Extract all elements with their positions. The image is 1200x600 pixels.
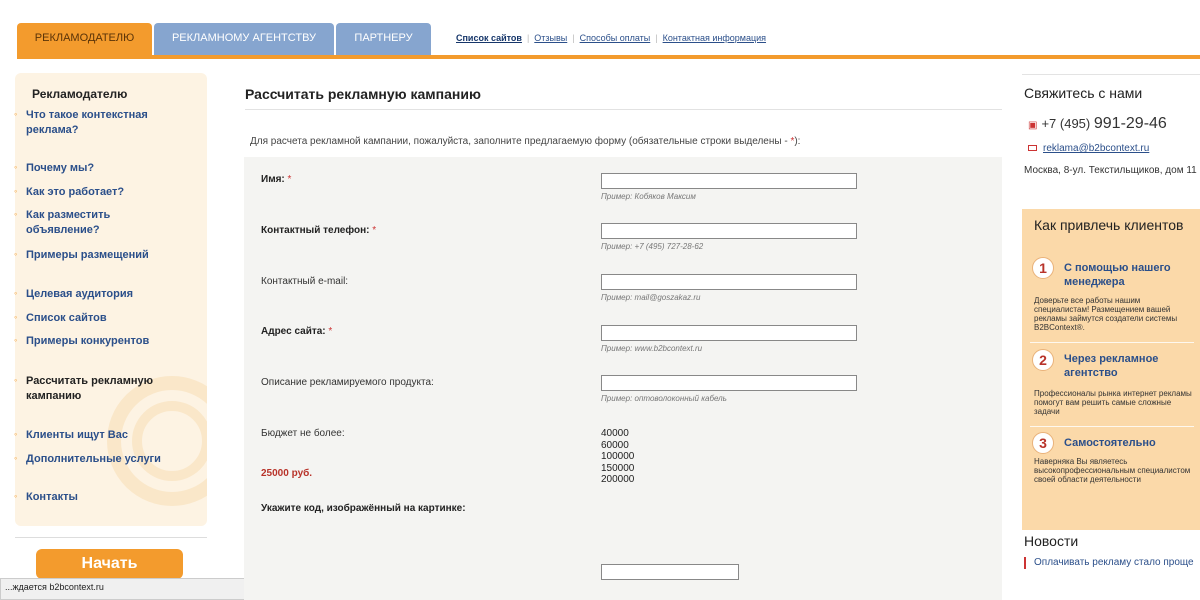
label-text: Контактный телефон — [261, 225, 367, 236]
step-number-icon: 1 — [1032, 257, 1054, 279]
sidebar-item-contacts[interactable] — [14, 490, 176, 505]
step-text: Наверняка Вы являетесь высокопрофессиональным специалистом своей области деятельности — [1034, 457, 1191, 484]
nav-accent-bar — [17, 55, 1200, 59]
sidebar-item-label: Как это работает? — [26, 186, 125, 198]
label-text: Имя — [261, 174, 282, 185]
phone-label: Контактный телефон: * — [261, 225, 377, 236]
budget-option[interactable]: 200000 — [601, 474, 635, 485]
product-hint: Пример: оптоволоконный кабель — [601, 394, 727, 403]
name-input[interactable] — [601, 173, 857, 189]
sidebar-item-competitors[interactable] — [14, 334, 176, 349]
step-number-icon: 2 — [1032, 349, 1054, 371]
tab-advertiser[interactable]: РЕКЛАМОДАТЕЛЮ — [17, 23, 152, 56]
budget-label: Бюджет не более: — [261, 428, 345, 439]
bullet-icon: ◦ — [14, 335, 18, 345]
sidebar-item-audience[interactable] — [14, 287, 176, 302]
contact-phone — [1028, 115, 1167, 133]
step-heading-self[interactable]: Самостоятельно — [1064, 437, 1156, 449]
bullet-icon: ◦ — [14, 429, 18, 439]
budget-value: 25000 руб. — [261, 468, 313, 479]
mail-icon — [1028, 145, 1037, 151]
sidebar-item-clients[interactable] — [14, 428, 176, 443]
bullet-icon: ◦ — [14, 249, 18, 259]
step-heading-agency[interactable]: Через рекламное агентство — [1064, 353, 1159, 379]
captcha-input[interactable] — [601, 564, 739, 580]
email-label: Контактный e-mail: — [261, 276, 349, 287]
tab-agency[interactable]: РЕКЛАМНОМУ АГЕНТСТВУ — [154, 23, 334, 56]
sidebar-item-label: Клиенты ищут Вас — [26, 429, 128, 441]
budget-option[interactable]: 100000 — [601, 451, 635, 462]
step-text: Доверьте все работы нашим специалистам! Размещением вашей рекламы займутся создатели системы B2BContext®. — [1034, 296, 1178, 332]
browser-status-bar: ...ждается b2bcontext.ru — [0, 578, 254, 600]
required-mark: * — [328, 326, 333, 337]
attract-title: Как привлечь клиентов — [1034, 217, 1184, 233]
email-text: reklama@b2bcontext.ru — [1043, 143, 1150, 154]
intro-text: Для расчета рекламной кампании, пожалуйста, заполните предлагаемую форму (обязательные строки выделены - — [250, 136, 788, 147]
required-mark: * — [787, 136, 795, 147]
phone-number: 991-29-46 — [1093, 115, 1167, 132]
sidebar-item-how-it-works[interactable] — [14, 185, 176, 200]
site-label — [261, 326, 332, 337]
phone-input[interactable] — [601, 223, 857, 239]
bullet-icon: ◦ — [14, 162, 18, 172]
bullet-icon: ◦ — [14, 312, 18, 322]
sidebar-item-site-list[interactable] — [14, 311, 176, 326]
contact-email[interactable] — [1028, 143, 1149, 154]
title-divider — [245, 109, 1002, 110]
top-navigation — [0, 0, 1200, 60]
right-column-divider — [1022, 74, 1200, 75]
bullet-icon: ◦ — [14, 109, 18, 119]
site-input[interactable] — [601, 325, 857, 341]
sidebar-item-label: Целевая аудитория — [26, 288, 134, 300]
sidebar-item-label: Примеры конкурентов — [26, 335, 150, 347]
tab-partner[interactable]: ПАРТНЕРУ — [336, 23, 431, 56]
sidebar-item-label: Как разместить объявление? — [26, 209, 111, 236]
site-hint: Пример: www.b2bcontext.ru — [601, 344, 703, 353]
sidebar-item-extra-services[interactable] — [14, 452, 176, 467]
sidebar-item-label: Контакты — [26, 491, 78, 503]
top-links: Список сайтов | Отзывы | Способы оплаты | Контактная информация — [456, 33, 767, 43]
bullet-icon: ◦ — [14, 209, 18, 219]
sidebar-item-label: Почему мы? — [26, 162, 95, 174]
sidebar-item-how-to-post[interactable] — [14, 208, 176, 238]
phone-prefix: +7 (495) — [1041, 116, 1091, 131]
budget-option[interactable]: 40000 — [601, 428, 629, 439]
step-number-icon: 3 — [1032, 432, 1054, 454]
start-button[interactable]: Начать — [36, 549, 183, 579]
phone-hint: Пример: +7 (495) 727-28-62 — [601, 242, 704, 251]
sidebar-item-label: Что такое контекстная реклама? — [26, 109, 148, 136]
label-text: Адрес сайта: — [261, 326, 326, 337]
link-contact-info[interactable]: Контактная информация — [662, 33, 767, 43]
page-title: Рассчитать рекламную кампанию — [245, 86, 481, 102]
sidebar-title: Рекламодателю — [32, 87, 128, 101]
intro-end: ): — [794, 136, 801, 147]
step-divider — [1030, 426, 1194, 427]
sidebar-divider — [15, 537, 207, 538]
sidebar-item-label: Рассчитать рекламную кампанию — [26, 375, 153, 402]
budget-options[interactable] — [601, 428, 634, 486]
captcha-label: Укажите код, изображённый на картинке: — [261, 503, 466, 514]
budget-option[interactable]: 60000 — [601, 439, 629, 451]
step-divider — [1030, 342, 1194, 343]
form-intro — [250, 136, 800, 147]
email-input[interactable] — [601, 274, 857, 290]
sidebar-item-label: Дополнительные услуги — [26, 453, 161, 465]
bullet-icon: ◦ — [14, 491, 18, 501]
required-mark: * — [287, 174, 292, 185]
link-reviews[interactable]: Отзывы — [534, 33, 568, 43]
sidebar-item-why-us[interactable] — [14, 161, 176, 176]
required-mark: * — [372, 225, 377, 236]
budget-option[interactable]: 150000 — [601, 462, 635, 474]
sidebar-item-label: Список сайтов — [26, 312, 107, 324]
contact-title: Свяжитесь с нами — [1024, 85, 1143, 101]
product-label: Описание рекламируемого продукта: — [261, 377, 434, 388]
bullet-icon: ◦ — [14, 453, 18, 463]
contact-address: Москва, 8-ул. Текстильщиков, дом 11 — [1024, 165, 1197, 176]
news-title: Новости — [1024, 533, 1079, 549]
link-site-list[interactable]: Список сайтов — [456, 33, 522, 43]
step-text: Профессионалы рынка интернет рекламы помогут вам решить самые сложные задачи — [1034, 389, 1192, 416]
product-input[interactable] — [601, 375, 857, 391]
sidebar-item-what-is[interactable] — [14, 108, 176, 138]
bullet-icon: ◦ — [14, 288, 18, 298]
sidebar-item-examples[interactable] — [14, 248, 176, 263]
bullet-icon: ◦ — [14, 375, 18, 385]
link-payment-methods[interactable]: Способы оплаты — [579, 33, 651, 43]
name-hint: Пример: Кобяков Максим — [601, 192, 696, 201]
phone-icon: ▣ — [1028, 120, 1038, 131]
bullet-icon: ◦ — [14, 186, 18, 196]
sidebar-item-label: Примеры размещений — [26, 249, 149, 261]
step-heading-manager[interactable]: С помощью нашего менеджера — [1064, 262, 1171, 288]
news-item[interactable]: Оплачивать рекламу стало проще — [1024, 557, 1200, 569]
email-hint: Пример: mail@goszakaz.ru — [601, 293, 701, 302]
sidebar-item-calculate[interactable] — [14, 374, 176, 404]
name-label: Имя: * — [261, 174, 292, 185]
